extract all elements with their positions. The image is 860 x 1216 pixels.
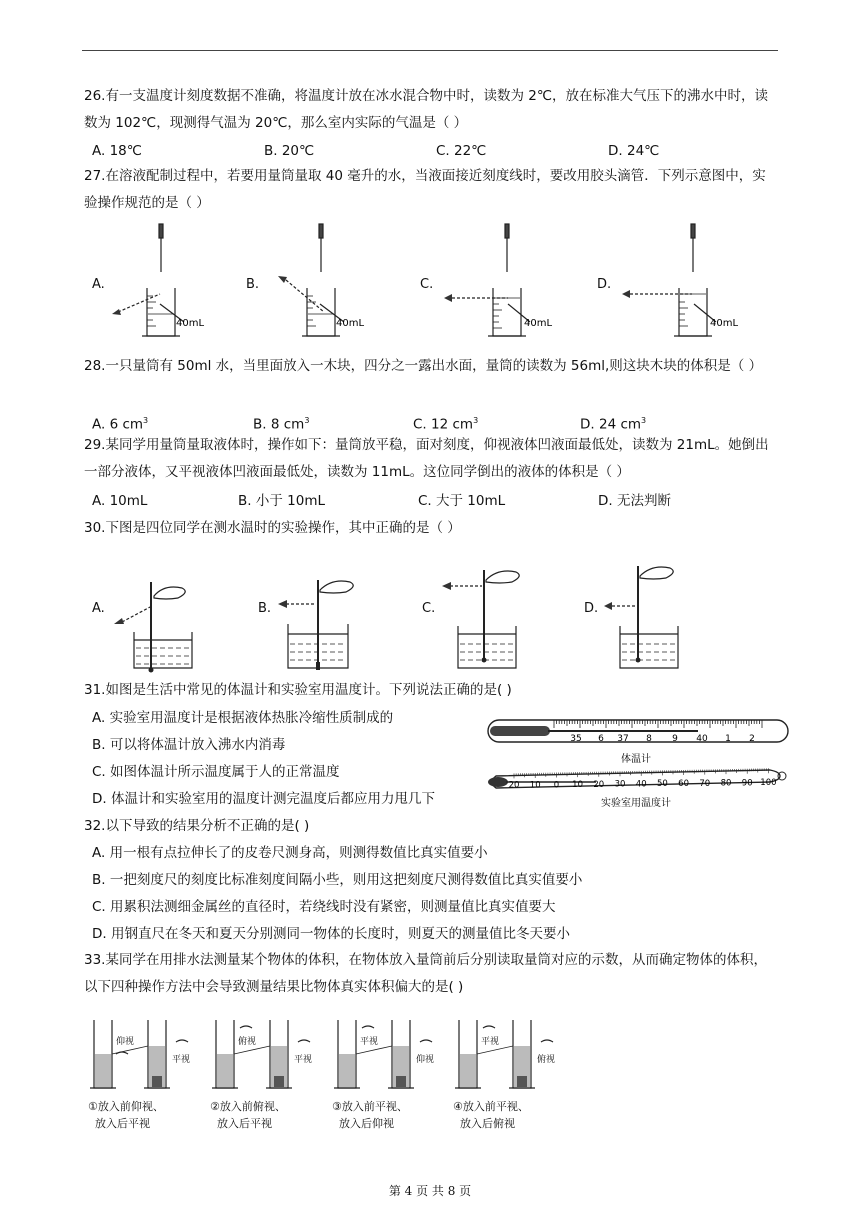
q28-option-c[interactable]: C. 12 $cm^3$ [413, 416, 479, 433]
clinical-thermometer-label: 体温计 [621, 754, 651, 765]
clinical-tick-label: 2 [749, 734, 755, 744]
question-28: 28.一只量筒有 50ml 水，当里面放入一木块，四分之一露出水面，量筒的读数为 56ml,则这块木块的体积是（ ） [84, 358, 763, 374]
q26-option-b[interactable]: B. 20℃ [264, 143, 315, 159]
lab-tick-label: 50 [656, 779, 668, 790]
lab-tick-label: 100 [760, 778, 777, 789]
q29-option-c[interactable]: C. 大于 10mL [418, 493, 506, 509]
q29-option-d[interactable]: D. 无法判断 [598, 493, 671, 509]
figure-caption: ④放入前平视、 放入后俯视 [453, 1100, 529, 1130]
q32-option-b[interactable]: B. 一把刻度尺的刻度比标准刻度间隔小些，则用这把刻度尺测得数值比真实值要小 [92, 872, 583, 888]
q30-label-c[interactable]: C. [422, 601, 436, 616]
q26-option-a[interactable]: A. 18℃ [92, 143, 142, 159]
q27-label-c[interactable]: C. [420, 277, 434, 292]
q30-label-d[interactable]: D. [584, 601, 599, 616]
question-32: 32.以下导致的结果分析不正确的是( ) [84, 818, 310, 834]
q27-label-a[interactable]: A. [92, 277, 105, 292]
clinical-tick-label: 37 [617, 734, 629, 744]
lab-tick-label: 30 [614, 779, 626, 790]
q31-option-a[interactable]: A. 实验室用温度计是根据液体热胀冷缩性质制成的 [92, 710, 394, 726]
q33-figure-2[interactable] [212, 1014, 324, 1134]
lab-tick-label: 60 [678, 779, 690, 790]
question-31: 31.如图是生活中常见的体温计和实验室用温度计。下列说法正确的是( ) [84, 682, 512, 698]
q26-option-d[interactable]: D. 24℃ [608, 143, 660, 159]
q29-option-a[interactable]: A. 10mL [92, 493, 148, 509]
right-view-label: 仰视 [416, 1055, 435, 1065]
clinical-tick-label: 9 [672, 734, 678, 744]
q28-option-d[interactable]: D. 24 $cm^3$ [580, 416, 647, 433]
q30-label-a[interactable]: A. [92, 601, 105, 616]
q28-option-b[interactable]: B. 8 $cm^3$ [253, 416, 310, 433]
question-33: 33.某同学在用排水法测量某个物体的体积，在物体放入量筒前后分别读取量筒对应的示数，从而确定物体的体积，以下四种操作方法中会导致测量结果比物体真实体积偏大的是( ) [84, 952, 767, 995]
clinical-tick-label: 6 [598, 734, 604, 744]
left-view-label: 仰视 [116, 1037, 135, 1047]
clinical-tick-label: 8 [646, 734, 652, 744]
figure-caption: ③放入前平视、 放入后仰视 [332, 1100, 408, 1130]
lab-tick-label: 80 [720, 778, 732, 789]
right-view-label: 平视 [294, 1055, 313, 1065]
lab-tick-label: 10 [572, 780, 584, 791]
q30-figure-a [108, 562, 218, 674]
lab-tick-label: 10 [529, 780, 541, 791]
q30-figure-b [272, 562, 382, 674]
q32-option-a[interactable]: A. 用一根有点拉伸长了的皮卷尺测身高，则测得数值比真实值要小 [92, 845, 488, 861]
q30-figure-c [436, 556, 546, 674]
q28-option-a[interactable]: A. 6 $cm^3$ [92, 416, 149, 433]
q27-mark-c: 40mL [524, 318, 553, 329]
q32-option-c[interactable]: C. 用累积法测细金属丝的直径时，若绕线时没有紧密，则测量值比真实值要大 [92, 899, 556, 915]
q31-option-c[interactable]: C. 如图体温计所示温度属于人的正常温度 [92, 764, 340, 780]
lab-thermometer-label: 实验室用温度计 [601, 798, 671, 809]
q32-option-d[interactable]: D. 用钢直尺在冬天和夏天分别测同一物体的长度时，则夏天的测量值比冬天要小 [92, 926, 570, 942]
q27-figure-c [432, 222, 572, 342]
q27-mark-d: 40mL [710, 318, 739, 329]
q27-figure-b [258, 222, 388, 342]
q31-option-d[interactable]: D. 体温计和实验室用的温度计测完温度后都应用力甩几下 [92, 791, 435, 807]
lab-tick-label: 90 [741, 778, 753, 789]
q27-mark-a: 40mL [176, 318, 205, 329]
q31-option-b[interactable]: B. 可以将体温计放入沸水内消毒 [92, 737, 286, 753]
question-30: 30.下图是四位同学在测水温时的实验操作，其中正确的是（ ） [84, 520, 461, 536]
lab-tick-label: 20 [593, 779, 605, 790]
q33-figure-4[interactable] [455, 1014, 567, 1134]
q30-figure-d [596, 556, 706, 674]
lab-tick-label: 20 [508, 780, 520, 791]
q33-figure-3[interactable] [334, 1014, 446, 1134]
clinical-tick-label: 40 [696, 734, 708, 744]
right-view-label: 俯视 [537, 1055, 556, 1065]
q27-mark-b: 40mL [336, 318, 365, 329]
q33-figure-1[interactable] [90, 1014, 202, 1134]
figure-caption: ②放入前俯视、 放入后平视 [210, 1100, 286, 1130]
figure-caption: ①放入前仰视、 放入后平视 [88, 1100, 164, 1130]
left-view-label: 俯视 [238, 1037, 257, 1047]
question-29: 29.某同学用量筒量取液体时，操作如下：量筒放平稳，面对刻度，仰视液体凹液面最低处，读数为 21mL。她倒出一部分液体，又平视液体凹液面最低处，读数为 11mL。这位同学倒出的液体的体积是（ ） [84, 437, 769, 480]
right-view-label: 平视 [172, 1055, 191, 1065]
lab-tick-label: 0 [553, 780, 560, 791]
q30-label-b[interactable]: B. [258, 601, 272, 616]
q29-option-b[interactable]: B. 小于 10mL [238, 493, 325, 509]
clinical-tick-label: 1 [725, 734, 731, 744]
q27-figure-a [100, 222, 230, 342]
lab-tick-label: 40 [635, 779, 647, 790]
q27-label-b[interactable]: B. [246, 277, 260, 292]
left-view-label: 平视 [481, 1037, 500, 1047]
question-26: 26.有一支温度计刻度数据不准确，将温度计放在冰水混合物中时，读数为 2℃，放在标准大气压下的沸水中时，读数为 102℃，现测得气温为 20℃，那么室内实际的气温是（ ） [84, 88, 769, 131]
header-rule [82, 50, 778, 51]
q27-figure-d [612, 222, 752, 342]
q27-label-d[interactable]: D. [597, 277, 612, 292]
q26-option-c[interactable]: C. 22℃ [436, 143, 487, 159]
question-27: 27.在溶液配制过程中，若要用量筒量取 40 毫升的水，当液面接近刻度线时，要改用胶头滴管．下列示意图中，实验操作规范的是（ ） [84, 168, 766, 211]
q31-thermometers [484, 714, 794, 810]
clinical-tick-label: 35 [570, 734, 582, 744]
left-view-label: 平视 [360, 1037, 379, 1047]
lab-tick-label: 70 [699, 778, 711, 789]
page-footer: 第 4 页 共 8 页 [388, 1184, 472, 1198]
